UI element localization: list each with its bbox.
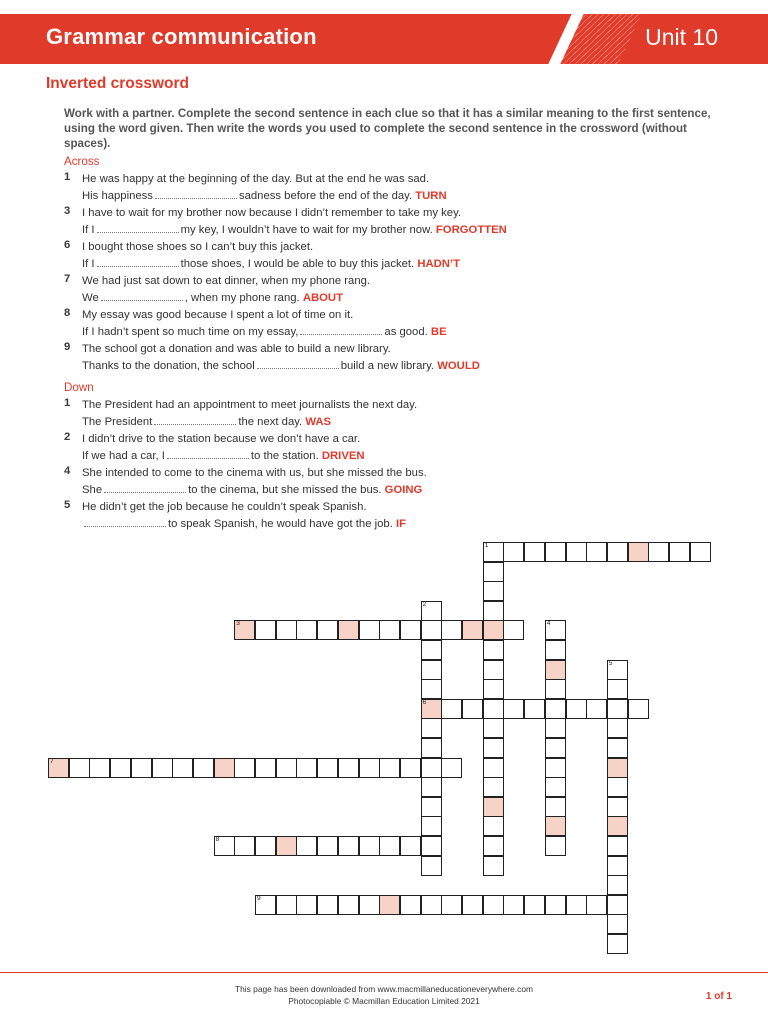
crossword-cell[interactable] bbox=[462, 895, 483, 915]
crossword-cell[interactable] bbox=[400, 758, 421, 778]
crossword-cell[interactable] bbox=[379, 758, 400, 778]
clue-completion bbox=[64, 256, 744, 273]
crossword-cell[interactable] bbox=[628, 542, 649, 562]
answer-blank[interactable] bbox=[257, 359, 339, 369]
crossword-cell[interactable] bbox=[276, 620, 297, 640]
crossword-cell[interactable] bbox=[607, 777, 628, 797]
across-heading: Across bbox=[64, 155, 100, 168]
answer-blank[interactable] bbox=[97, 257, 179, 267]
crossword-cell[interactable] bbox=[48, 758, 69, 778]
crossword-cell[interactable] bbox=[89, 758, 110, 778]
crossword-cell[interactable] bbox=[421, 620, 442, 640]
crossword-cell[interactable] bbox=[131, 758, 152, 778]
clue-sentence: She intended to come to the cinema with us, but she missed the bus. bbox=[82, 467, 427, 479]
clue-sentence: He was happy at the beginning of the day. But at the end he was sad. bbox=[82, 173, 430, 185]
crossword-cell[interactable] bbox=[545, 660, 566, 680]
crossword-cell[interactable] bbox=[566, 542, 587, 562]
clue-number: 1 bbox=[64, 397, 71, 409]
crossword-cell[interactable] bbox=[607, 856, 628, 876]
clue-sentence: My essay was good because I spent a lot of time on it. bbox=[82, 309, 354, 321]
crossword-cell[interactable] bbox=[503, 542, 524, 562]
answer-blank[interactable] bbox=[167, 449, 249, 459]
clue-prefix: His happiness bbox=[82, 190, 153, 202]
crossword-cell[interactable] bbox=[255, 758, 276, 778]
crossword-cell[interactable] bbox=[483, 660, 504, 680]
crossword-cell[interactable] bbox=[545, 699, 566, 719]
clue-number: 6 bbox=[64, 239, 71, 251]
crossword-cell[interactable] bbox=[607, 718, 628, 738]
clue-suffix: sadness before the end of the day. bbox=[238, 190, 413, 202]
across-clues bbox=[64, 171, 744, 375]
clue-sentence: The President had an appointment to meet journalists the next day. bbox=[82, 399, 418, 411]
clue-sentence: We had just sat down to eat dinner, when my phone rang. bbox=[82, 275, 371, 287]
crossword-cell[interactable] bbox=[255, 895, 276, 915]
page-number: 1 of 1 bbox=[705, 991, 732, 1002]
crossword-cell[interactable] bbox=[483, 816, 504, 836]
cell-number: 7 bbox=[50, 757, 54, 765]
crossword-cell[interactable] bbox=[607, 816, 628, 836]
crossword-cell[interactable] bbox=[545, 816, 566, 836]
crossword-cell[interactable] bbox=[400, 836, 421, 856]
crossword-cell[interactable] bbox=[524, 542, 545, 562]
crossword-cell[interactable] bbox=[607, 895, 628, 915]
clue-number: 5 bbox=[64, 499, 71, 511]
crossword-cell[interactable] bbox=[607, 699, 628, 719]
cell-number: 1 bbox=[484, 542, 489, 549]
footer-copyright: Photocopiable © Macmillan Education Limited 2021 bbox=[288, 996, 480, 1006]
down-clue-4 bbox=[64, 465, 744, 499]
across-clue-8 bbox=[64, 307, 744, 341]
crossword-cell[interactable] bbox=[648, 542, 669, 562]
answer-blank[interactable] bbox=[104, 483, 186, 493]
crossword-cell[interactable] bbox=[338, 620, 359, 640]
keyword: DRIVEN bbox=[321, 450, 365, 462]
clue-completion bbox=[64, 482, 744, 499]
clue-number: 2 bbox=[64, 431, 71, 443]
clue-prefix: The President bbox=[82, 416, 153, 428]
keyword: WOULD bbox=[437, 360, 480, 372]
down-clue-2 bbox=[64, 431, 744, 465]
clue-number: 8 bbox=[64, 307, 71, 319]
crossword-cell[interactable] bbox=[359, 620, 380, 640]
crossword-cell[interactable] bbox=[483, 699, 504, 719]
crossword-cell[interactable] bbox=[379, 895, 400, 915]
crossword-cell[interactable] bbox=[483, 640, 504, 660]
crossword-cell[interactable] bbox=[566, 699, 587, 719]
answer-blank[interactable] bbox=[300, 325, 382, 335]
clue-suffix: to the station. bbox=[250, 450, 319, 462]
crossword-cell[interactable] bbox=[276, 836, 297, 856]
crossword-cell[interactable] bbox=[193, 758, 214, 778]
crossword-cell[interactable] bbox=[317, 895, 338, 915]
crossword-cell[interactable] bbox=[234, 836, 255, 856]
crossword-cell[interactable] bbox=[483, 718, 504, 738]
clue-prefix: Thanks to the donation, the school bbox=[82, 360, 255, 372]
answer-blank[interactable] bbox=[154, 415, 236, 425]
crossword-cell[interactable] bbox=[607, 758, 628, 778]
clue-prefix: We bbox=[82, 292, 99, 304]
crossword-cell[interactable] bbox=[296, 620, 317, 640]
crossword-cell[interactable] bbox=[524, 699, 545, 719]
crossword-cell[interactable] bbox=[607, 679, 628, 699]
crossword-cell[interactable] bbox=[462, 699, 483, 719]
across-clue-1 bbox=[64, 171, 744, 205]
crossword-cell[interactable] bbox=[483, 601, 504, 621]
keyword: HADN’T bbox=[417, 258, 461, 270]
crossword-cell[interactable] bbox=[503, 699, 524, 719]
cell-number: 5 bbox=[608, 659, 613, 667]
crossword-cell[interactable] bbox=[421, 758, 442, 778]
crossword-cell[interactable] bbox=[607, 836, 628, 856]
across-clue-9 bbox=[64, 341, 744, 375]
crossword-cell[interactable] bbox=[483, 856, 504, 876]
crossword-cell[interactable] bbox=[566, 895, 587, 915]
clue-number: 4 bbox=[64, 465, 71, 477]
keyword: BE bbox=[430, 326, 447, 338]
crossword-cell[interactable] bbox=[296, 895, 317, 915]
clue-suffix: as good. bbox=[384, 326, 428, 338]
keyword: GOING bbox=[384, 484, 423, 496]
clue-sentence: He didn’t get the job because he couldn’t speak Spanish. bbox=[82, 501, 367, 513]
clue-suffix: , when my phone rang. bbox=[184, 292, 300, 304]
clue-suffix: the next day. bbox=[238, 416, 303, 428]
crossword-cell[interactable] bbox=[441, 895, 462, 915]
crossword-cell[interactable] bbox=[545, 777, 566, 797]
clue-number: 7 bbox=[64, 273, 71, 285]
cell-number: 3 bbox=[236, 620, 240, 628]
crossword-cell[interactable] bbox=[628, 699, 649, 719]
cell-number: 8 bbox=[215, 836, 220, 843]
footer-download-note: This page has been downloaded from www.macmillaneducationeverywhere.com bbox=[235, 984, 533, 994]
clue-completion bbox=[64, 516, 744, 533]
down-clues bbox=[64, 397, 744, 533]
clue-completion bbox=[64, 414, 744, 431]
crossword-cell[interactable] bbox=[172, 758, 193, 778]
clue-prefix: If I hadn’t spent so much time on my essay, bbox=[82, 326, 299, 338]
cell-number: 9 bbox=[257, 894, 261, 902]
crossword-cell[interactable] bbox=[359, 758, 380, 778]
clue-completion bbox=[64, 324, 744, 341]
page-title: Grammar communication bbox=[46, 24, 317, 49]
crossword-cell[interactable] bbox=[317, 836, 338, 856]
clue-prefix: If I bbox=[82, 224, 95, 236]
crossword-cell[interactable] bbox=[421, 601, 442, 621]
crossword-cell[interactable] bbox=[69, 758, 90, 778]
crossword-cell[interactable] bbox=[607, 797, 628, 817]
clue-suffix: build a new library. bbox=[340, 360, 435, 372]
crossword-cell[interactable] bbox=[524, 895, 545, 915]
instructions: Work with a partner. Complete the second sentence in each clue so that it has a similar meaning to the first sentence, using the word given. Then write the words you used to complete the second sentence in the crossword (without spaces). bbox=[64, 107, 711, 150]
crossword-cell[interactable] bbox=[586, 895, 607, 915]
crossword-cell[interactable] bbox=[421, 895, 442, 915]
cell-number: 4 bbox=[546, 620, 551, 628]
across-clue-7 bbox=[64, 273, 744, 307]
clue-suffix: my key, I wouldn’t have to wait for my brother now. bbox=[180, 224, 433, 236]
clue-suffix: those shoes, I would be able to buy this jacket. bbox=[180, 258, 415, 270]
crossword-cell[interactable] bbox=[441, 758, 462, 778]
crossword-cell[interactable] bbox=[483, 542, 504, 562]
crossword-cell[interactable] bbox=[317, 620, 338, 640]
crossword-cell[interactable] bbox=[586, 542, 607, 562]
crossword-cell[interactable] bbox=[359, 895, 380, 915]
clue-number: 3 bbox=[64, 205, 71, 217]
clue-completion bbox=[64, 448, 744, 465]
crossword-cell[interactable] bbox=[545, 738, 566, 758]
crossword-cell[interactable] bbox=[255, 620, 276, 640]
crossword-cell[interactable] bbox=[400, 895, 421, 915]
crossword-cell[interactable] bbox=[234, 620, 255, 640]
crossword-cell[interactable] bbox=[545, 718, 566, 738]
crossword-cell[interactable] bbox=[690, 542, 711, 562]
page-header bbox=[0, 14, 768, 64]
clue-suffix: to the cinema, but she missed the bus. bbox=[188, 484, 382, 496]
answer-blank[interactable] bbox=[101, 291, 183, 301]
crossword-cell[interactable] bbox=[545, 836, 566, 856]
crossword-cell[interactable] bbox=[421, 738, 442, 758]
clue-sentence: The school got a donation and was able to build a new library. bbox=[82, 343, 391, 355]
crossword-cell[interactable] bbox=[441, 620, 462, 640]
crossword-cell[interactable] bbox=[359, 836, 380, 856]
crossword-cell[interactable] bbox=[296, 758, 317, 778]
crossword-cell[interactable] bbox=[421, 699, 442, 719]
crossword-cell[interactable] bbox=[421, 797, 442, 817]
crossword-cell[interactable] bbox=[421, 679, 442, 699]
across-clue-3 bbox=[64, 205, 744, 239]
clue-completion bbox=[64, 290, 744, 307]
crossword-cell[interactable] bbox=[607, 875, 628, 895]
unit-label: Unit 10 bbox=[645, 24, 718, 50]
crossword-cell[interactable] bbox=[276, 895, 297, 915]
crossword-cell[interactable] bbox=[545, 620, 566, 640]
cell-number: 2 bbox=[422, 600, 427, 608]
crossword-cell[interactable] bbox=[483, 836, 504, 856]
crossword-cell[interactable] bbox=[586, 699, 607, 719]
clue-number: 1 bbox=[64, 171, 71, 183]
crossword-cell[interactable] bbox=[483, 679, 504, 699]
clue-completion bbox=[64, 222, 744, 239]
crossword-cell[interactable] bbox=[317, 758, 338, 778]
crossword-cell[interactable] bbox=[421, 777, 442, 797]
crossword-cell[interactable] bbox=[483, 895, 504, 915]
clue-prefix: If I bbox=[82, 258, 95, 270]
crossword-cell[interactable] bbox=[607, 914, 628, 934]
clue-list bbox=[64, 155, 744, 533]
answer-blank[interactable] bbox=[84, 517, 166, 527]
crossword-cell[interactable] bbox=[152, 758, 173, 778]
crossword-cell[interactable] bbox=[276, 758, 297, 778]
crossword-cell[interactable] bbox=[483, 797, 504, 817]
crossword-cell[interactable] bbox=[421, 640, 442, 660]
section-title: Inverted crossword bbox=[46, 75, 189, 92]
crossword-cell[interactable] bbox=[607, 542, 628, 562]
crossword-cell[interactable] bbox=[214, 836, 235, 856]
crossword-cell[interactable] bbox=[483, 738, 504, 758]
footer bbox=[0, 983, 768, 1007]
crossword-cell[interactable] bbox=[545, 895, 566, 915]
keyword: FORGOTTEN bbox=[435, 224, 507, 236]
clue-sentence: I didn’t drive to the station because we don’t have a car. bbox=[82, 433, 361, 445]
crossword-cell[interactable] bbox=[338, 758, 359, 778]
clue-number: 9 bbox=[64, 341, 71, 353]
crossword-cell[interactable] bbox=[483, 581, 504, 601]
crossword-cell[interactable] bbox=[379, 620, 400, 640]
keyword: IF bbox=[395, 518, 407, 530]
keyword: WAS bbox=[305, 416, 332, 428]
clue-prefix: If we had a car, I bbox=[82, 450, 165, 462]
crossword-cell[interactable] bbox=[421, 718, 442, 738]
crossword-cell[interactable] bbox=[545, 758, 566, 778]
keyword: ABOUT bbox=[302, 292, 343, 304]
crossword-cell[interactable] bbox=[338, 895, 359, 915]
crossword-cell[interactable] bbox=[483, 758, 504, 778]
answer-blank[interactable] bbox=[97, 223, 179, 233]
clue-sentence: I bought those shoes so I can’t buy this jacket. bbox=[82, 241, 314, 253]
crossword-cell[interactable] bbox=[379, 836, 400, 856]
crossword-cell[interactable] bbox=[503, 620, 524, 640]
crossword-cell[interactable] bbox=[255, 836, 276, 856]
crossword-cell[interactable] bbox=[607, 738, 628, 758]
crossword-cell[interactable] bbox=[545, 542, 566, 562]
answer-blank[interactable] bbox=[155, 189, 237, 199]
crossword-cell[interactable] bbox=[545, 640, 566, 660]
crossword-cell[interactable] bbox=[483, 562, 504, 582]
footer-divider bbox=[0, 972, 768, 973]
crossword-cell[interactable] bbox=[296, 836, 317, 856]
clue-completion bbox=[64, 188, 744, 205]
crossword-cell[interactable] bbox=[421, 816, 442, 836]
crossword-cell[interactable] bbox=[607, 660, 628, 680]
clue-sentence: I have to wait for my brother now because I didn’t remember to take my key. bbox=[82, 207, 462, 219]
crossword-cell[interactable] bbox=[400, 620, 421, 640]
crossword-cell[interactable] bbox=[421, 856, 442, 876]
crossword-cell[interactable] bbox=[338, 836, 359, 856]
crossword-cell[interactable] bbox=[110, 758, 131, 778]
cell-number: 6 bbox=[422, 698, 427, 706]
crossword-cell[interactable] bbox=[483, 777, 504, 797]
crossword-cell[interactable] bbox=[607, 934, 628, 954]
clue-prefix: She bbox=[82, 484, 103, 496]
crossword-cell[interactable] bbox=[545, 797, 566, 817]
crossword-cell[interactable] bbox=[503, 895, 524, 915]
crossword-cell[interactable] bbox=[669, 542, 690, 562]
crossword-cell[interactable] bbox=[421, 836, 442, 856]
crossword-cell[interactable] bbox=[421, 660, 442, 680]
crossword-cell[interactable] bbox=[214, 758, 235, 778]
crossword-cell[interactable] bbox=[483, 620, 504, 640]
crossword-cell[interactable] bbox=[234, 758, 255, 778]
down-heading: Down bbox=[64, 381, 94, 394]
clue-completion bbox=[64, 358, 744, 375]
crossword-cell[interactable] bbox=[545, 679, 566, 699]
across-clue-6 bbox=[64, 239, 744, 273]
clue-suffix: to speak Spanish, he would have got the job. bbox=[168, 518, 393, 530]
down-clue-5 bbox=[64, 499, 744, 533]
down-clue-1 bbox=[64, 397, 744, 431]
crossword-cell[interactable] bbox=[441, 699, 462, 719]
crossword-cell[interactable] bbox=[462, 620, 483, 640]
keyword: TURN bbox=[415, 190, 447, 202]
